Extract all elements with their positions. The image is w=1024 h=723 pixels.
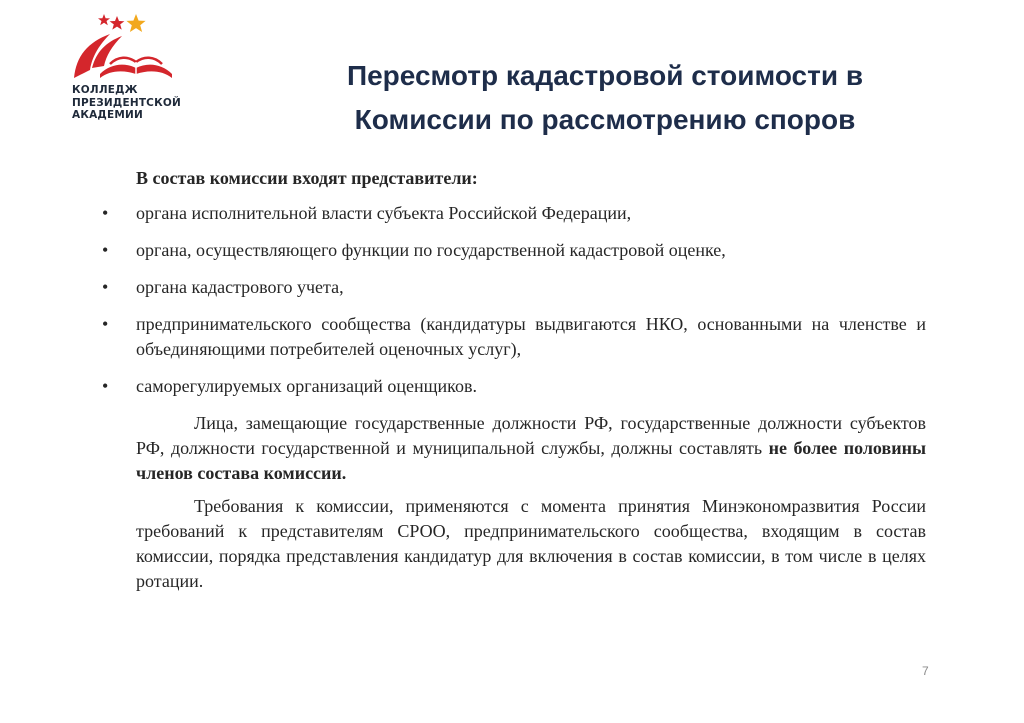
list-item — [100, 275, 926, 300]
logo-text-line: ПРЕЗИДЕНТСКОЙ — [72, 96, 181, 109]
slide-title-line: Пересмотр кадастровой стоимости в — [346, 60, 864, 91]
list-item-text: предпринимательского сообщества (кандидатуры выдвигаются НКО, основанными на членстве и объединяющими потребителей оценочных услуг), — [136, 314, 926, 359]
list-item — [100, 374, 926, 399]
list-item-text: органа кадастрового учета, — [136, 277, 344, 297]
logo-star-large-icon — [126, 14, 145, 32]
slide-title — [240, 54, 970, 142]
list-item-text: органа, осуществляющего функции по государственной кадастровой оценке, — [136, 240, 726, 260]
logo-star-small-icon — [98, 14, 110, 25]
bullet-icon: • — [102, 277, 109, 297]
slide-body — [100, 166, 926, 602]
logo-text-line: АКАДЕМИИ — [72, 109, 143, 121]
logo-text — [72, 84, 181, 122]
paragraph-bold-text: не более половины членов состава комиссии — [136, 438, 926, 483]
logo-star-medium-icon — [110, 16, 125, 30]
bullet-icon: • — [102, 240, 109, 260]
bullet-icon: • — [102, 203, 109, 223]
lead-text: В состав комиссии входят представители: — [136, 168, 478, 188]
paragraph-end: . — [341, 463, 347, 483]
representatives-list — [100, 201, 926, 399]
logo-emblem-icon — [70, 12, 210, 84]
list-item — [100, 238, 926, 263]
list-item-text: органа исполнительной власти субъекта Российской Федерации, — [136, 203, 632, 223]
paragraph-requirements: Требования к комиссии, применяются с момента принятия Минэкономразвития России требований к представителям СРОО, предпринимательского сообщества, входящим в состав комиссии, порядка представления кандидатур для включения в состав комиссии, в том числе в целях ротации. — [136, 496, 926, 591]
college-logo — [70, 12, 220, 122]
paragraph-text: Лица, замещающие государственные должности РФ, государственные должности субъектов РФ, должности государственной и муниципальной службы, должны составлять — [136, 413, 926, 458]
bullet-icon: • — [102, 376, 109, 396]
list-item — [100, 312, 926, 362]
paragraph-officials — [136, 411, 926, 486]
list-item — [100, 201, 926, 226]
slide-title-line: Комиссии по рассмотрению споров — [354, 104, 856, 135]
list-item-text: саморегулируемых организаций оценщиков. — [136, 376, 477, 396]
page-number: 7 — [922, 664, 929, 678]
bullet-icon: • — [102, 314, 109, 334]
logo-text-line: КОЛЛЕДЖ — [72, 84, 138, 96]
